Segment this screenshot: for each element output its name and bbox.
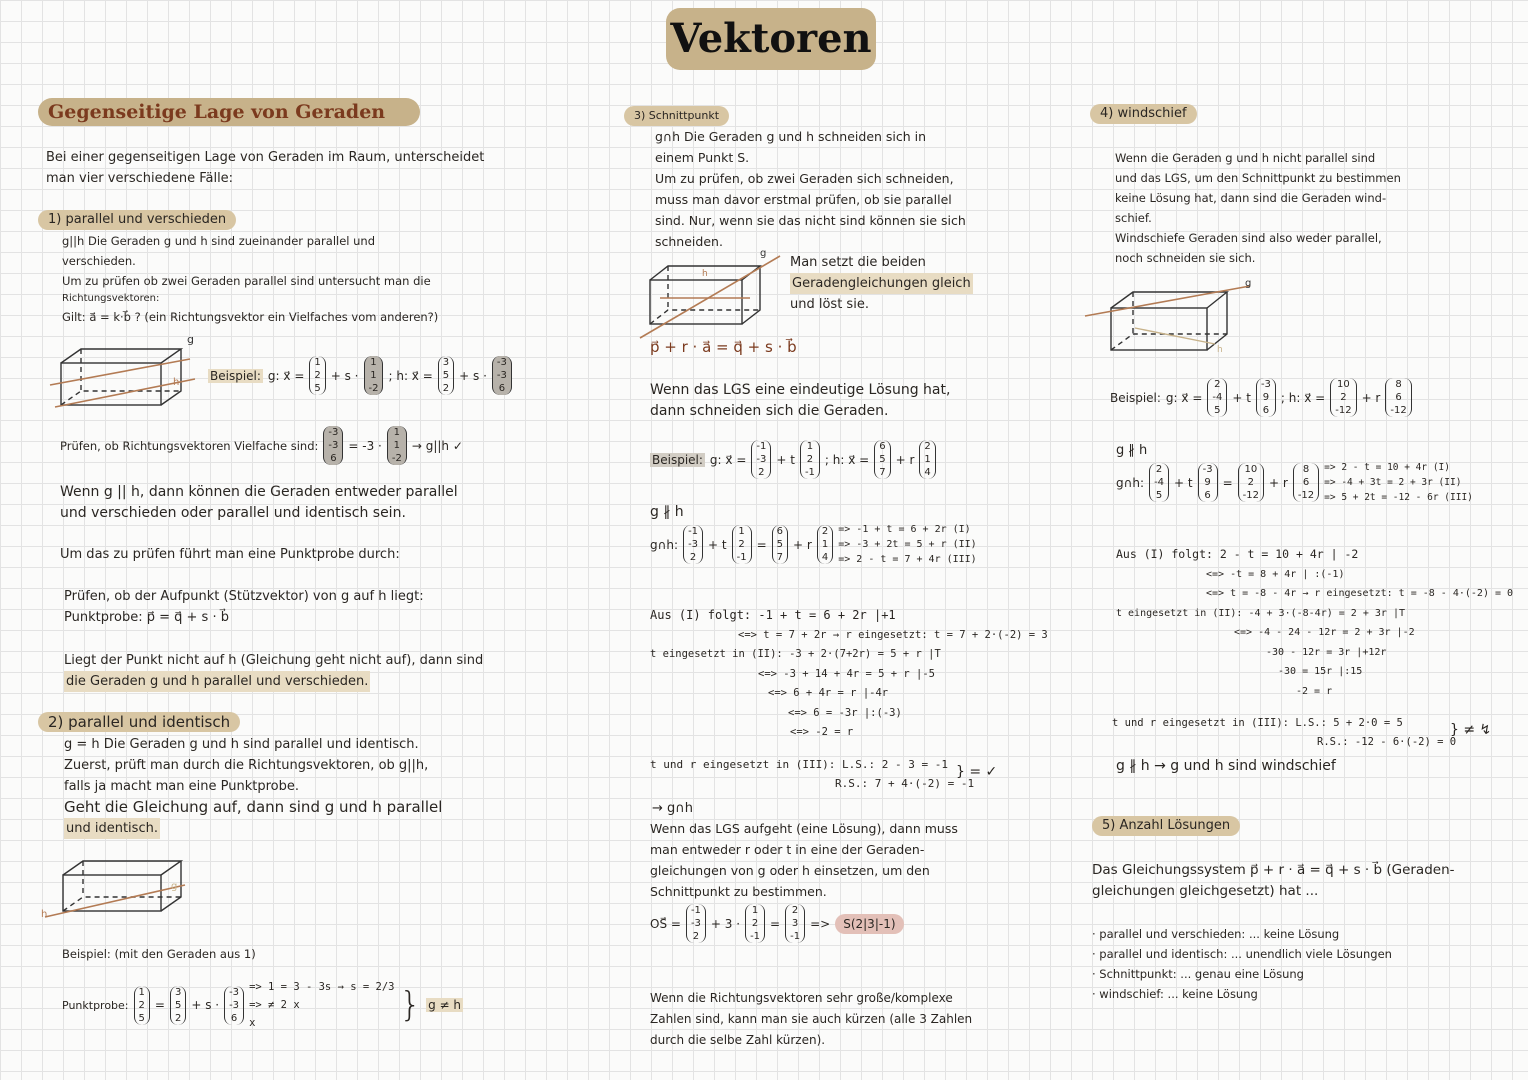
vector: 1 2 -1 xyxy=(732,525,752,564)
cuboid-figure-3 xyxy=(640,248,790,338)
check-factor: = -3 · xyxy=(348,438,382,453)
vector: 8 6 -12 xyxy=(1293,463,1319,502)
vector: 1 2 -1 xyxy=(745,904,765,943)
text-line: g||h Die Geraden g und h sind zueinander parallel und xyxy=(62,234,376,248)
g-support-vector: 2 -4 5 xyxy=(1207,378,1227,417)
h-equation-label: ; h: x⃗ = xyxy=(388,368,433,383)
gnh-row-4: g∩h: 2 -4 5 + t -3 9 6 = 10 2 -12 + r 8 6 -12 => 2 - t = 10 + 4r (I) => -4 + 3t = 2 + 3r (II) => 5 + 2t = -12 - 6r (III) xyxy=(1116,462,1473,503)
fig-label-g: g xyxy=(187,333,194,346)
gnh-row: g∩h: -1 -3 2 + t 1 2 -1 = 6 5 7 + r 2 1 4 => -1 + t = 6 + 2r (I) => -3 + 2t = 5 + r (II) => 2 - t = 7 + 4r (III) xyxy=(650,524,977,565)
plus-r: + r xyxy=(1269,475,1288,490)
plus-r: + r xyxy=(895,452,915,467)
text-line: schneiden. xyxy=(655,234,723,249)
text-line: Um zu prüfen, ob zwei Geraden sich schneiden, xyxy=(655,171,954,186)
vector: -3 -3 6 xyxy=(224,986,244,1025)
intersection-point: S(2|3|-1) xyxy=(835,914,903,934)
text-line: Prüfen, ob der Aufpunkt (Stützvektor) von g auf h liegt: xyxy=(64,589,424,604)
text-line: Wenn die Richtungsvektoren sehr große/komplexe xyxy=(650,991,953,1005)
tag-schnittpunkt: 3) Schnittpunkt xyxy=(624,106,729,126)
fig-label-g: g xyxy=(1245,278,1252,289)
example-label: Beispiel: xyxy=(652,452,703,467)
punktprobe-row: Punktprobe: 1 2 5 = 3 5 2 + s · -3 -3 6 => 1 = 3 - 3s → s = 2/3 => ≠ 2 x x } g ≠ h xyxy=(62,978,463,1032)
plus-s: + s · xyxy=(330,368,359,383)
text-line: Das Gleichungssystem p⃗ + r · a⃗ = q⃗ + s · b⃗ (Geraden- xyxy=(1092,862,1455,878)
example-label: Beispiel: xyxy=(210,368,261,383)
gnh-label: g∩h: xyxy=(1116,475,1145,490)
plus-t: + t xyxy=(1232,390,1251,405)
not-parallel-note: g ∦ h xyxy=(1116,443,1148,458)
plus-s: + s · xyxy=(459,368,487,383)
text-line: Um zu prüfen ob zwei Geraden parallel sind untersucht man die xyxy=(62,274,431,288)
text-line: sind. Nur, wenn sie das nicht sind können sie sich xyxy=(655,213,966,228)
text-line: Wenn das LGS aufgeht (eine Lösung), dann muss xyxy=(650,821,958,836)
vector: -1 -3 2 xyxy=(683,525,703,564)
plus-t: + t xyxy=(708,537,727,552)
text-line: Man setzt die beiden xyxy=(790,255,926,270)
s5-intro xyxy=(1092,860,1455,902)
vector: -3 9 6 xyxy=(1198,463,1218,502)
fig-label-g: g xyxy=(171,881,178,892)
vector: 3 5 2 xyxy=(170,986,186,1025)
text-line: gleichungen von g oder h einsetzen, um den xyxy=(650,863,930,878)
intro-line: man vier verschiedene Fälle: xyxy=(46,171,234,186)
solve-line: <=> -t = 8 + 4r | :(-1) xyxy=(1206,568,1345,580)
h-direction-vector: 8 6 -12 xyxy=(1385,378,1411,417)
s3-text xyxy=(655,126,966,252)
cuboid-figure-4 xyxy=(1085,278,1265,358)
h-equation-label: ; h: x⃗ = xyxy=(1280,390,1326,405)
text-line: Liegt der Punkt nicht auf h (Gleichung geht nicht auf), dann sind xyxy=(64,653,484,668)
check-line: R.S.: 7 + 4·(-2) = -1 xyxy=(835,777,975,790)
g-support-vector: 1 2 5 xyxy=(309,356,325,395)
text-line: durch die selbe Zahl kürzen). xyxy=(650,1033,826,1047)
solve-line: <=> 6 = -3r |:(-3) xyxy=(788,706,902,719)
lgs-text xyxy=(650,380,950,422)
vector: 2 1 4 xyxy=(817,525,833,564)
windschief-conclusion: g ∦ h → g und h sind windschief xyxy=(1116,758,1336,774)
g-equation-label: g: x⃗ = xyxy=(1165,390,1203,405)
text-line: und verschieden oder parallel und identisch sein. xyxy=(60,505,406,521)
s2-text xyxy=(64,734,442,839)
fig-label-g: g xyxy=(760,248,767,259)
h-support-vector: 3 5 2 xyxy=(438,356,454,395)
gnh-label: g∩h: xyxy=(650,537,679,552)
text-line: Zuerst, prüft man durch die Richtungsvektoren, ob g||h, xyxy=(64,758,429,773)
s4-text xyxy=(1115,148,1401,268)
vector: 2 3 -1 xyxy=(785,904,805,943)
punkt-intro: Um das zu prüfen führt man eine Punktprobe durch: xyxy=(60,547,400,562)
gnh-equations: => 2 - t = 10 + 4r (I) => -4 + 3t = 2 + 3r (II) => 5 + 2t = -12 - 6r (III) xyxy=(1324,462,1473,503)
s3-side-text xyxy=(790,252,973,315)
solve-line: Aus (I) folgt: 2 - t = 10 + 4r | -2 xyxy=(1116,547,1359,561)
solve-line: <=> t = 7 + 2r → r eingesetzt: t = 7 + 2·(-2) = 3 xyxy=(738,628,1048,641)
fig-label-h: h xyxy=(1217,345,1223,355)
intro-text xyxy=(46,147,484,189)
vector: 10 2 -12 xyxy=(1238,463,1264,502)
probe-label: Punktprobe: xyxy=(62,998,129,1012)
not-parallel-note: g ∦ h xyxy=(650,504,684,520)
vector: 2 -4 5 xyxy=(1149,463,1169,502)
text-line: die Geraden g und h parallel und verschieden. xyxy=(64,671,370,692)
s2-example: Beispiel: (mit den Geraden aus 1) xyxy=(62,947,256,961)
g-equation-label: g: x⃗ = xyxy=(267,368,305,383)
text-line: g∩h Die Geraden g und h schneiden sich in xyxy=(655,129,927,144)
plus-t: + t xyxy=(1174,475,1193,490)
probe-equations: => 1 = 3 - 3s → s = 2/3 => ≠ 2 x x xyxy=(249,981,395,1029)
page-title: Vektoren xyxy=(666,8,876,70)
vector: 6 5 7 xyxy=(772,525,788,564)
check-line: t und r eingesetzt in (III): L.S.: 2 - 3 = -1 xyxy=(650,758,949,771)
text-line: und identisch. xyxy=(64,818,160,839)
text-line: man entweder r oder t in eine der Geraden- xyxy=(650,842,925,857)
text-line: noch schneiden sie sich. xyxy=(1115,251,1256,265)
equate-formula: p⃗ + r · a⃗ = q⃗ + s · b⃗ xyxy=(650,338,797,356)
text-line: und löst sie. xyxy=(790,297,869,312)
list-item: · parallel und identisch: ... unendlich viele Lösungen xyxy=(1092,947,1392,961)
text-line: Geradengleichungen gleich xyxy=(790,273,973,294)
tag-parallel-identisch: 2) parallel und identisch xyxy=(38,712,240,732)
text-line: schief. xyxy=(1115,211,1152,225)
punkt-result xyxy=(64,650,483,692)
text-line: keine Lösung hat, dann sind die Geraden wind- xyxy=(1115,191,1387,205)
check-line: t und r eingesetzt in (III): L.S.: 5 + 2·0 = 5 xyxy=(1112,717,1403,729)
text-line: dann schneiden sich die Geraden. xyxy=(650,403,889,419)
solve-line: -2 = r xyxy=(1296,685,1333,697)
check-result: → g||h ✓ xyxy=(411,438,463,453)
solve-line: Aus (I) folgt: -1 + t = 6 + 2r |+1 xyxy=(650,608,896,622)
list-item: · Schnittpunkt: ... genau eine Lösung xyxy=(1092,967,1304,981)
h-support-vector: 6 5 7 xyxy=(874,440,890,479)
solve-steps-4 xyxy=(1116,545,1513,701)
list-item: · windschief: ... keine Lösung xyxy=(1092,987,1258,1001)
text-line: Wenn die Geraden g und h nicht parallel sind xyxy=(1115,151,1376,165)
check-line: R.S.: -12 - 6·(-2) = 0 xyxy=(1317,736,1457,748)
text-line: muss man davor erstmal prüfen, ob sie parallel xyxy=(655,192,952,207)
g-support-vector: -1 -3 2 xyxy=(751,440,771,479)
h-direction-vector: 2 1 4 xyxy=(919,440,935,479)
plus-r: + r xyxy=(1361,390,1381,405)
plus-r: + r xyxy=(793,537,812,552)
text-line: einem Punkt S. xyxy=(655,150,750,165)
check-vector: -3 -3 6 xyxy=(323,426,343,465)
check-row xyxy=(60,426,463,465)
punkt-probe xyxy=(64,586,424,628)
solve-line: <=> t = -8 - 4r → r eingesetzt: t = -8 - 4·(-2) = 0 xyxy=(1206,588,1514,599)
text-line: Zahlen sind, kann man sie auch kürzen (alle 3 Zahlen xyxy=(650,1012,973,1026)
example-row-3 xyxy=(650,440,936,479)
h-support-vector: 10 2 -12 xyxy=(1330,378,1356,417)
gnh-conclusion: → g∩h xyxy=(652,801,694,816)
list-item: · parallel und verschieden: ... keine Lösung xyxy=(1092,927,1340,941)
tag-windschief: 4) windschief xyxy=(1090,104,1197,124)
check-contradiction: } ≠ ↯ xyxy=(1450,722,1492,738)
solve-steps xyxy=(650,606,1048,743)
s3-after xyxy=(650,818,958,902)
intro-line: Bei einer gegenseitigen Lage von Geraden im Raum, unterscheidet xyxy=(46,150,485,165)
text-line: und das LGS, um den Schnittpunkt zu bestimmen xyxy=(1115,171,1401,185)
text-line: gleichungen gleichgesetzt) hat ... xyxy=(1092,883,1319,899)
plus-s: + s · xyxy=(191,998,220,1012)
text-line: Geht die Gleichung auf, dann sind g und h parallel xyxy=(64,798,443,816)
fig-label-h: h xyxy=(173,377,180,388)
text-line: Punktprobe: p⃗ = q⃗ + s · b⃗ xyxy=(64,610,229,625)
s3-note xyxy=(650,988,972,1051)
g-direction-vector: 1 1 -2 xyxy=(364,356,384,395)
check-label: Prüfen, ob Richtungsvektoren Vielfache sind: xyxy=(60,438,319,453)
text-line: verschieden. xyxy=(62,254,136,268)
s1-text xyxy=(62,231,438,327)
h-equation-label: ; h: x⃗ = xyxy=(824,452,870,467)
solve-line: <=> -3 + 14 + 4r = 5 + r |-5 xyxy=(758,667,936,680)
g-direction-vector: -3 9 6 xyxy=(1256,378,1276,417)
check-vector-2: 1 1 -2 xyxy=(387,426,407,465)
tag-parallel-verschieden: 1) parallel und verschieden xyxy=(38,210,236,230)
example-row-1 xyxy=(208,356,512,395)
plus-t: + t xyxy=(776,452,795,467)
solve-line: t eingesetzt in (II): -3 + 2·(7+2r) = 5 + r |T xyxy=(650,648,941,660)
text-line: Wenn das LGS eine eindeutige Lösung hat, xyxy=(650,382,951,398)
g-direction-vector: 1 2 -1 xyxy=(800,440,820,479)
os-label: OS⃗ = xyxy=(650,916,681,931)
example-label: Beispiel: xyxy=(1110,390,1161,405)
solve-line: t eingesetzt in (II): -4 + 3·(-8-4r) = 2 + 3r |T xyxy=(1116,607,1405,619)
cuboid-figure xyxy=(55,333,195,415)
fig-label-h: h xyxy=(41,909,48,920)
solve-line: <=> 6 + 4r = r |-4r xyxy=(768,687,889,699)
tag-anzahl-loesungen: 5) Anzahl Lösungen xyxy=(1092,816,1240,836)
g-equation-label: g: x⃗ = xyxy=(709,452,747,467)
s1-after xyxy=(60,482,458,524)
text-line: Gilt: a⃗ = k·b⃗ ? (ein Richtungsvektor ein Vielfaches vom anderen?) xyxy=(62,310,439,324)
example-row-4 xyxy=(1110,378,1412,417)
s5-list xyxy=(1092,924,1392,1004)
text-line: Schnittpunkt zu bestimmen. xyxy=(650,884,827,899)
os-factor: + 3 · xyxy=(710,916,741,931)
text-line: g = h Die Geraden g und h sind parallel und identisch. xyxy=(64,737,419,752)
cuboid-figure-2 xyxy=(41,857,185,920)
vector: 1 2 5 xyxy=(134,986,150,1025)
solve-line: -30 = 15r |:15 xyxy=(1278,666,1363,677)
text-line: falls ja macht man eine Punktprobe. xyxy=(64,779,299,794)
check-steps-4 xyxy=(1112,714,1456,752)
fig-label-h: h xyxy=(702,269,708,279)
vector: -1 -3 2 xyxy=(686,904,706,943)
check-confirm: } = ✓ xyxy=(956,764,998,780)
os-row: OS⃗ = -1 -3 2 + 3 · 1 2 -1 = 2 3 -1 => S(2|3|-1) xyxy=(650,904,904,943)
section-heading: Gegenseitige Lage von Geraden xyxy=(38,98,420,126)
solve-line: <=> -2 = r xyxy=(790,726,854,738)
text-line: Richtungsvektoren: xyxy=(62,293,160,304)
check-steps xyxy=(650,755,974,793)
h-direction-vector: -3 -3 6 xyxy=(492,356,512,395)
text-line: Windschiefe Geraden sind also weder parallel, xyxy=(1115,231,1382,245)
gnh-equations: => -1 + t = 6 + 2r (I) => -3 + 2t = 5 + r (II) => 2 - t = 7 + 4r (III) xyxy=(838,524,977,565)
solve-line: <=> -4 - 24 - 12r = 2 + 3r |-2 xyxy=(1234,627,1415,638)
solve-line: -30 - 12r = 3r |+12r xyxy=(1266,646,1387,658)
probe-result: g ≠ h xyxy=(428,998,462,1012)
text-line: Wenn g || h, dann können die Geraden entweder parallel xyxy=(60,484,458,500)
